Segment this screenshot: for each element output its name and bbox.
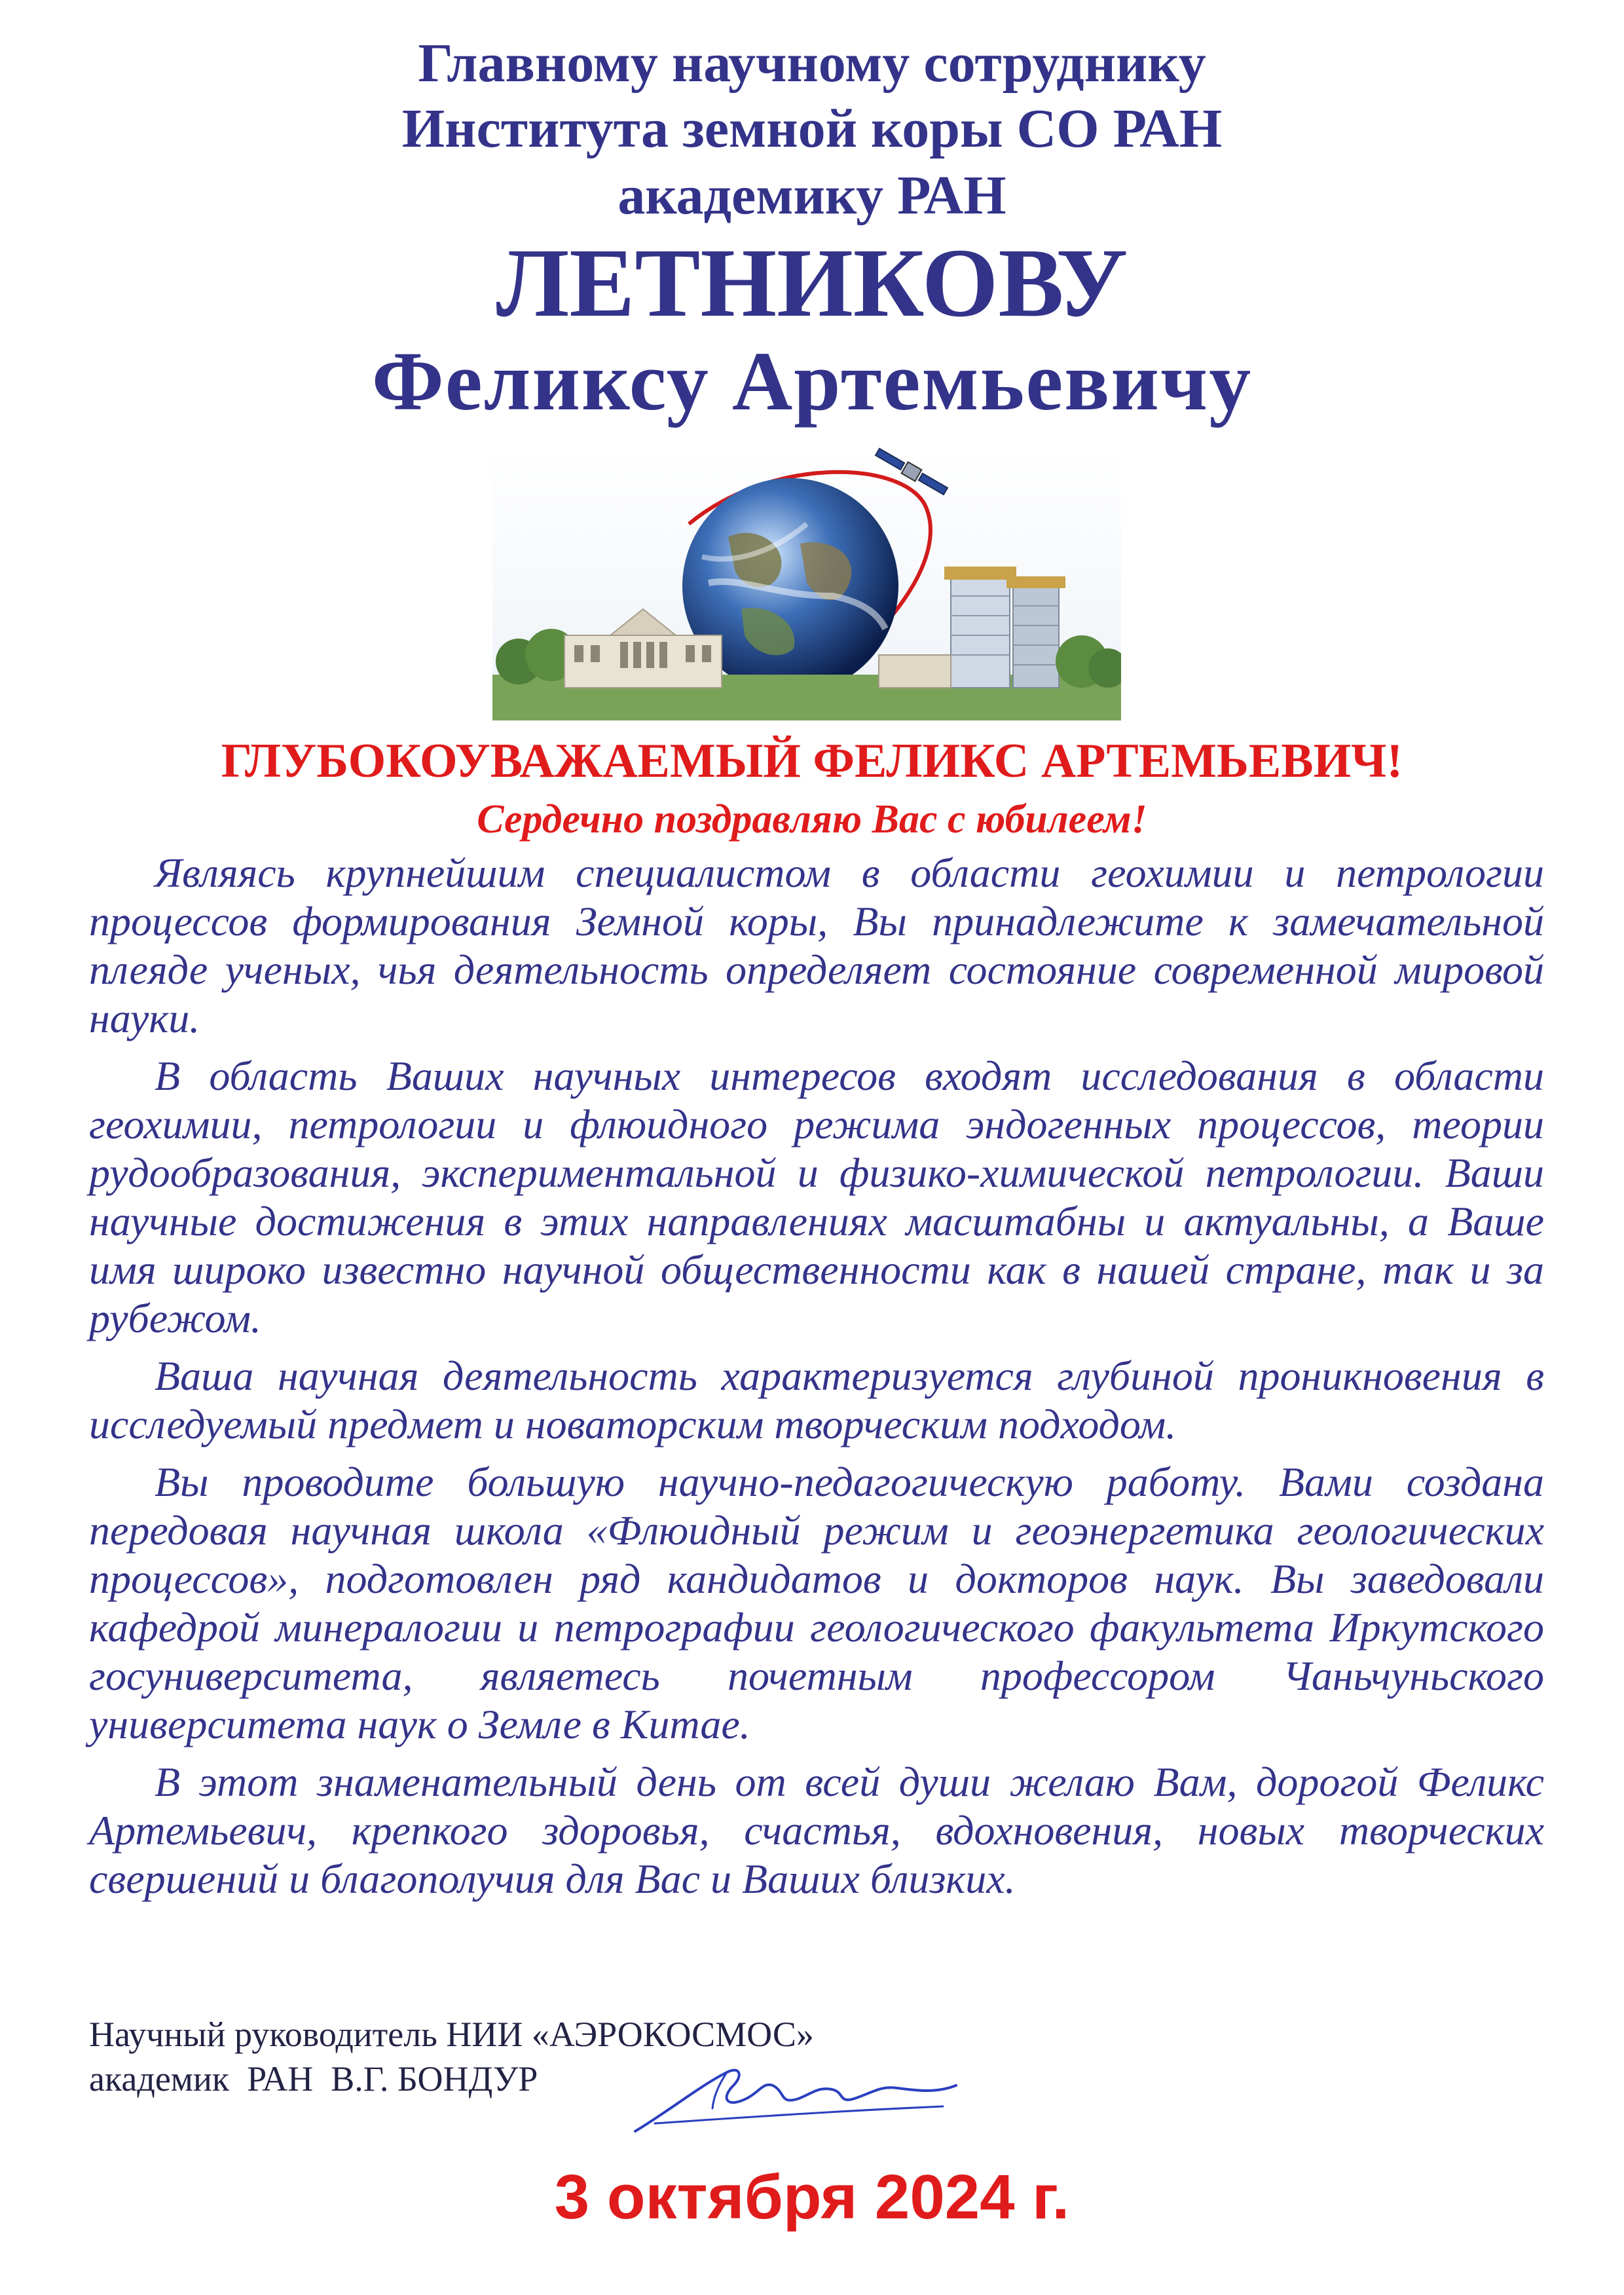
addressee-institute: Института земной коры СО РАН <box>401 98 1223 159</box>
greeting-title: ГЛУБОКОУВАЖАЕМЫЙ ФЕЛИКС АРТЕМЬЕВИЧ! <box>221 734 1403 788</box>
globe-satellite-buildings-emblem <box>492 445 1121 720</box>
letter-paragraph: В этот знаменательный день от всей души желаю Вам, дорогой Феликс Артемьевич, крепкого здоровья, счастья, вдохновения, новых творческих свершений и благополучия для Вас и Ваших близких. <box>89 1759 1544 1902</box>
letter-paragraph: Вы проводите большую научно-педагогическую работу. Вами создана передовая научная школа «Флюидный режим и геоэнергетика геологических процессов», подготовлен ряд кандидатов и докторов наук. Вы заведовали кафедрой минералогии и петрографии геологического факультета Иркутского госуниверситета, являетесь почетным профессором Чаньчуньского университета наук о Земле в Китае. <box>89 1459 1544 1747</box>
addressee-surname: ЛЕТНИКОВУ <box>496 229 1128 337</box>
letter-body <box>89 849 1544 1912</box>
letter-paragraph: В область Ваших научных интересов входят исследования в области геохимии, петрологии и флюидного режима эндогенных процессов, теории рудообразования, экспериментальной и физико-химической петрологии. Ваши научные достижения в этих направлениях масштабны и актуальны, а Ваше имя широко известно научной общественности как в нашей стране, так и за рубежом. <box>89 1053 1544 1341</box>
handwritten-signature <box>629 2046 969 2144</box>
signer-position: Научный руководитель НИИ «АЭРОКОСМОС» <box>89 2015 814 2054</box>
addressee-title: академику РАН <box>618 165 1006 226</box>
greeting-subtitle: Сердечно поздравляю Вас с юбилеем! <box>477 797 1147 842</box>
letter-paragraph: Ваша научная деятельность характеризуется глубиной проникновения в исследуемый предмет и новаторским творческим подходом. <box>89 1353 1544 1447</box>
addressee-name: Феликсу Артемьевичу <box>371 335 1253 428</box>
letter-date: 3 октября 2024 г. <box>554 2162 1070 2232</box>
signer-name: академик РАН В.Г. БОНДУР <box>89 2059 538 2099</box>
addressee-position: Главному научному сотруднику <box>418 33 1206 94</box>
letter-paragraph: Являясь крупнейшим специалистом в области геохимии и петрологии процессов формирования Земной коры, Вы принадлежите к замечательной плеяде ученых, чья деятельность определяет состояние современной мировой науки. <box>89 849 1544 1041</box>
